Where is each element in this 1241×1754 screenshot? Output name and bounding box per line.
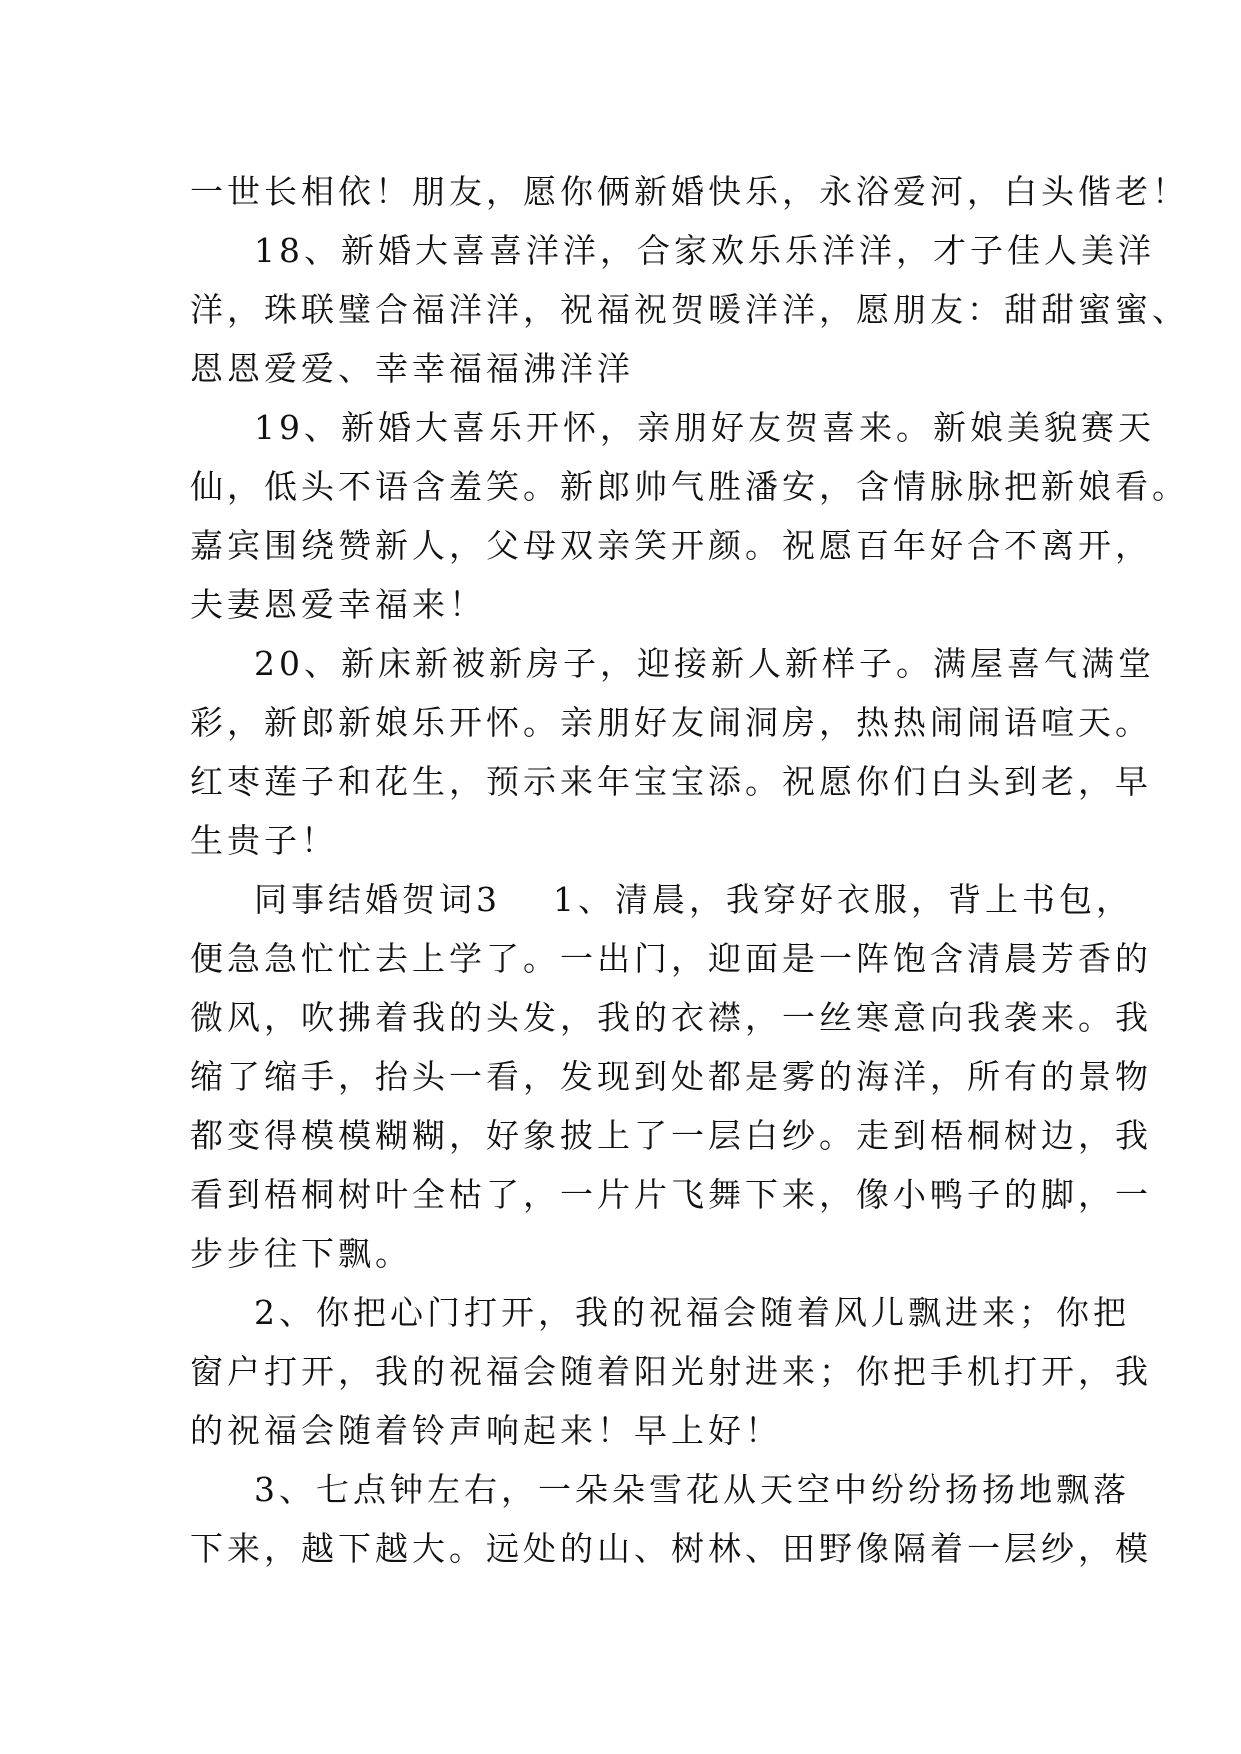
text-line: 便急急忙忙去上学了。一出门，迎面是一阵饱含清晨芳香的 xyxy=(190,939,1152,978)
text-line: 一世长相依！朋友，愿你俩新婚快乐，永浴爱河，白头偕老！ xyxy=(190,172,1189,211)
text-line: 红枣莲子和花生，预示来年宝宝添。祝愿你们白头到老，早 xyxy=(190,762,1152,801)
text-line: 恩恩爱爱、幸幸福福沸洋洋 xyxy=(190,349,634,388)
text-line: 都变得模模糊糊，好象披上了一层白纱。走到梧桐树边，我 xyxy=(190,1116,1152,1155)
text-line: 1、清晨，我穿好衣服，背上书包， xyxy=(553,880,1133,919)
document-body xyxy=(190,162,1189,1578)
section-heading: 同事结婚贺词3 xyxy=(254,880,501,919)
text-line: 窗户打开，我的祝福会随着阳光射进来；你把手机打开，我 xyxy=(190,1352,1152,1391)
text-line: 彩，新郎新娘乐开怀。亲朋好友闹洞房，热热闹闹语喧天。 xyxy=(190,703,1152,742)
text-line: 3、七点钟左右，一朵朵雪花从天空中纷纷扬扬地飘落 xyxy=(254,1470,1130,1509)
text-line: 19、新婚大喜乐开怀，亲朋好友贺喜来。新娘美貌赛天 xyxy=(254,408,1155,447)
text-line: 的祝福会随着铃声响起来！早上好！ xyxy=(190,1411,782,1450)
text-line: 洋，珠联璧合福洋洋，祝福祝贺暖洋洋，愿朋友：甜甜蜜蜜、 xyxy=(190,290,1189,329)
text-line: 下来，越下越大。远处的山、树林、田野像隔着一层纱，模 xyxy=(190,1529,1152,1568)
section-heading-line xyxy=(190,870,1133,929)
text-line: 缩了缩手，抬头一看，发现到处都是雾的海洋，所有的景物 xyxy=(190,1057,1152,1096)
text-line: 步步往下飘。 xyxy=(190,1234,412,1273)
text-line: 看到梧桐树叶全枯了，一片片飞舞下来，像小鸭子的脚，一 xyxy=(190,1175,1152,1214)
text-line: 生贵子！ xyxy=(190,821,338,860)
text-line: 18、新婚大喜喜洋洋，合家欢乐乐洋洋，才子佳人美洋 xyxy=(254,231,1155,270)
text-line: 微风，吹拂着我的头发，我的衣襟，一丝寒意向我袭来。我 xyxy=(190,998,1152,1037)
text-line: 嘉宾围绕赞新人，父母双亲笑开颜。祝愿百年好合不离开， xyxy=(190,526,1152,565)
text-line: 2、你把心门打开，我的祝福会随着风儿飘进来；你把 xyxy=(254,1293,1130,1332)
text-line: 20、新床新被新房子，迎接新人新样子。满屋喜气满堂 xyxy=(254,644,1155,683)
text-line: 夫妻恩爱幸福来！ xyxy=(190,585,486,624)
text-line: 仙，低头不语含羞笑。新郎帅气胜潘安，含情脉脉把新娘看。 xyxy=(190,467,1189,506)
